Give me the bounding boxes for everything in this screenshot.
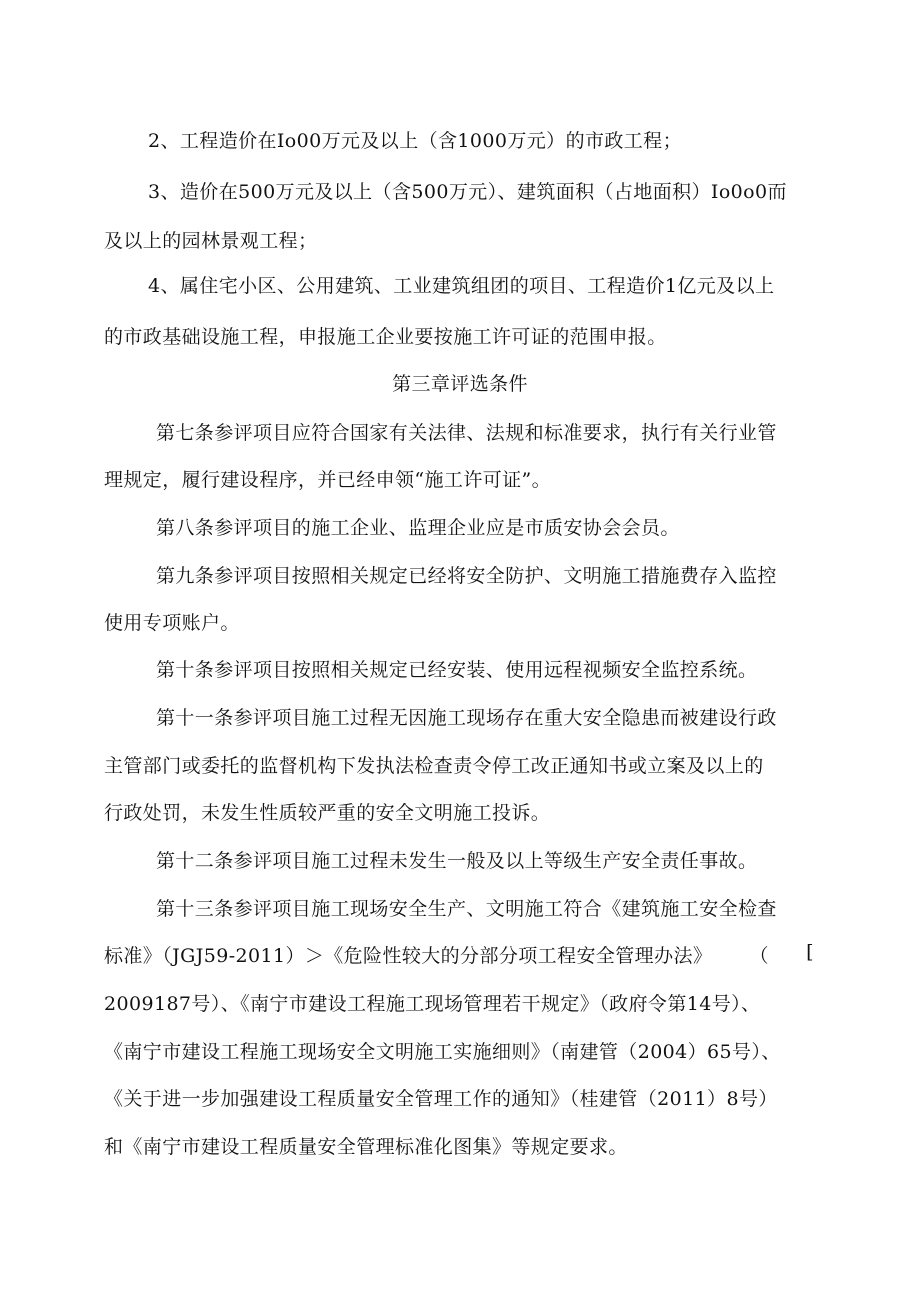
item-4-line-2: 的市政基础设施工程，申报施工企业要按施工许可证的范围申报。 bbox=[104, 326, 667, 348]
article-11-line-2: 主管部门或委托的监督机构下发执法检查责令停工改正通知书或立案及以上的 bbox=[104, 755, 764, 777]
article-13-line-2-text: 标准》（JGJ59-2011）＞《危险性较大的分部分项工程安全管理办法》 bbox=[104, 945, 713, 967]
article-13-line-2-bracket: [ bbox=[806, 941, 814, 963]
article-12-line: 第十二条参评项目施工过程未发生一般及以上等级生产安全责任事故。 bbox=[156, 850, 758, 872]
chapter-title: 第三章评选条件 bbox=[392, 373, 528, 395]
item-3-line-2: 及以上的园林景观工程； bbox=[104, 230, 318, 252]
article-7-line-1: 第七条参评项目应符合国家有关法律、法规和标准要求，执行有关行业管 bbox=[156, 422, 777, 444]
item-2-line: 2、工程造价在Io00万元及以上（含1000万元）的市政工程； bbox=[148, 130, 682, 152]
article-10-line: 第十条参评项目按照相关规定已经安装、使用远程视频安全监控系统。 bbox=[156, 659, 758, 681]
article-13-line-6: 和《南宁市建设工程质量安全管理标准化图集》等规定要求。 bbox=[104, 1136, 628, 1158]
article-13-line-1: 第十三条参评项目施工现场安全生产、文明施工符合《建筑施工安全检查 bbox=[156, 898, 777, 920]
article-11-line-1: 第十一条参评项目施工过程无因施工现场存在重大安全隐患而被建设行政 bbox=[156, 707, 777, 729]
article-8-line: 第八条参评项目的施工企业、监理企业应是市质安协会会员。 bbox=[156, 517, 680, 539]
item-4-line-1: 4、属住宅小区、公用建筑、工业建筑组团的项目、工程造价1亿元及以上 bbox=[148, 275, 775, 297]
article-13-line-2 bbox=[104, 941, 814, 968]
article-9-line-2: 使用专项账户。 bbox=[104, 612, 240, 634]
article-13-line-2-paren: （ bbox=[749, 945, 769, 967]
article-13-line-5: 《关于进一步加强建设工程质量安全管理工作的通知》（桂建管（2011）8号） bbox=[104, 1088, 778, 1110]
article-7-line-2: 理规定，履行建设程序，并已经申领“施工许可证”。 bbox=[104, 469, 552, 491]
article-11-line-3: 行政处罚，未发生性质较严重的安全文明施工投诉。 bbox=[104, 802, 551, 824]
article-9-line-1: 第九条参评项目按照相关规定已经将安全防护、文明施工措施费存入监控 bbox=[156, 565, 777, 587]
article-13-line-4: 《南宁市建设工程施工现场安全文明施工实施细则》（南建管（2004）65号）、 bbox=[104, 1041, 781, 1063]
article-13-line-3: 2009187号）、《南宁市建设工程施工现场管理若干规定》（政府令第14号）、 bbox=[104, 993, 761, 1015]
item-3-line-1: 3、造价在500万元及以上（含500万元）、建筑面积（占地面积）Io0o0而 bbox=[148, 181, 787, 203]
